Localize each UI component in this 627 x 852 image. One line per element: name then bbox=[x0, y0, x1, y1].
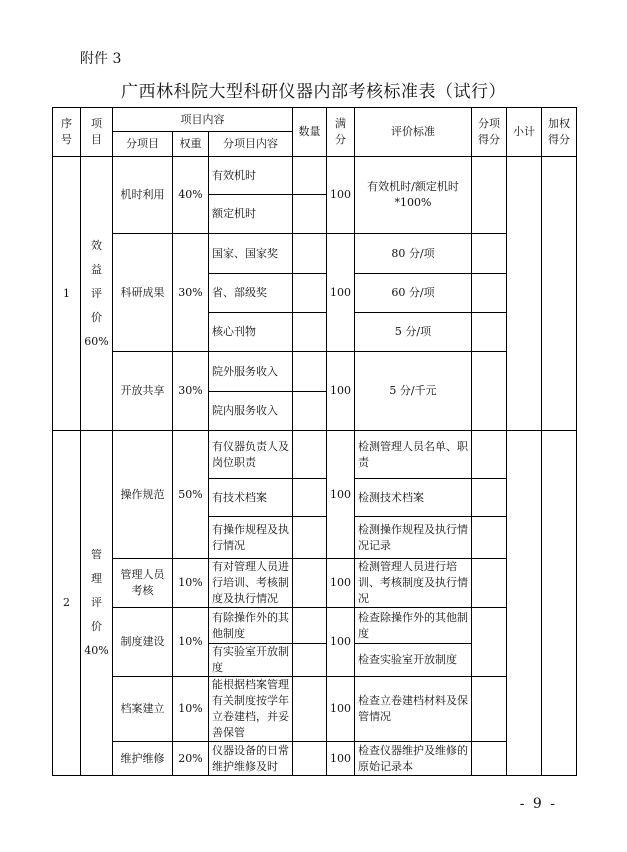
quantity-cell[interactable] bbox=[293, 313, 327, 352]
criteria-cell: 5 分/千元 bbox=[355, 352, 472, 431]
header-quantity: 数量 bbox=[293, 108, 327, 157]
content-cell: 仪器设备的日常维护维修及时 bbox=[209, 742, 293, 776]
criteria-cell: 检测管理人员名单、职责 bbox=[355, 431, 472, 479]
full-score-cell: 100 bbox=[327, 234, 355, 352]
subtotal-cell[interactable] bbox=[507, 157, 542, 431]
criteria-cell: 检查仪器维护及维修的原始记录本 bbox=[355, 742, 472, 776]
weight-cell: 10% bbox=[173, 608, 209, 677]
content-cell: 有仪器负责人及岗位职责 bbox=[209, 431, 293, 479]
content-cell: 有操作规程及执行情况 bbox=[209, 517, 293, 559]
criteria-cell: 检测管理人员进行培训、考核制度及执行情况 bbox=[355, 559, 472, 608]
header-seq: 序 号 bbox=[53, 108, 81, 157]
sub-item-cell: 制度建设 bbox=[113, 608, 173, 677]
header-sub-item: 分项目 bbox=[113, 132, 173, 157]
quantity-cell[interactable] bbox=[293, 274, 327, 313]
criteria-cell: 检测技术档案 bbox=[355, 479, 472, 517]
weight-cell: 10% bbox=[173, 559, 209, 608]
sub-item-cell: 维护维修 bbox=[113, 742, 173, 776]
weight-cell: 20% bbox=[173, 742, 209, 776]
content-cell: 额定机时 bbox=[209, 195, 293, 234]
full-score-cell: 100 bbox=[327, 742, 355, 776]
header-criteria: 评价标准 bbox=[355, 108, 472, 157]
sub-item-cell: 科研成果 bbox=[113, 234, 173, 352]
criteria-cell: 5 分/项 bbox=[355, 313, 472, 352]
attachment-label: 附件 3 bbox=[80, 51, 122, 67]
quantity-cell[interactable] bbox=[293, 479, 327, 517]
criteria-cell: 有效机时/额定机时 *100% bbox=[355, 157, 472, 234]
item-score-cell[interactable] bbox=[472, 234, 507, 274]
page-number: - 9 - bbox=[519, 796, 557, 812]
content-cell: 有除操作外的其他制度 bbox=[209, 608, 293, 644]
subtotal-cell[interactable] bbox=[507, 431, 542, 776]
full-score-cell: 100 bbox=[327, 677, 355, 742]
quantity-cell[interactable] bbox=[293, 517, 327, 559]
full-score-cell: 100 bbox=[327, 157, 355, 234]
content-cell: 能根据档案管理有关制度按学年立卷建档，并妥善保管 bbox=[209, 677, 293, 742]
item-score-cell[interactable] bbox=[472, 352, 507, 431]
criteria-cell: 检查实验室开放制度 bbox=[355, 644, 472, 677]
content-cell: 有实验室开放制度 bbox=[209, 644, 293, 677]
criteria-cell: 检测操作规程及执行情况记录 bbox=[355, 517, 472, 559]
document-title: 广西林科院大型科研仪器内部考核标准表（试行） bbox=[121, 82, 506, 102]
content-cell: 国家、国家奖 bbox=[209, 234, 293, 274]
table-row bbox=[53, 157, 577, 195]
header-item: 项 目 bbox=[81, 108, 113, 157]
item-score-cell[interactable] bbox=[472, 517, 507, 559]
item-score-cell[interactable] bbox=[472, 677, 507, 742]
full-score-cell: 100 bbox=[327, 352, 355, 431]
content-cell: 院内服务收入 bbox=[209, 392, 293, 431]
header-subtotal: 小计 bbox=[507, 108, 542, 157]
content-cell: 有效机时 bbox=[209, 157, 293, 195]
header-weighted-score: 加权 得分 bbox=[542, 108, 577, 157]
weighted-score-cell[interactable] bbox=[542, 157, 577, 431]
sub-item-cell: 机时利用 bbox=[113, 157, 173, 234]
content-cell: 省、部级奖 bbox=[209, 274, 293, 313]
item-score-cell[interactable] bbox=[472, 274, 507, 313]
item-score-cell[interactable] bbox=[472, 157, 507, 234]
item-score-cell[interactable] bbox=[472, 608, 507, 677]
section1-name: 效 益 评 价 60% bbox=[81, 157, 113, 431]
section1-seq: 1 bbox=[53, 157, 81, 431]
quantity-cell[interactable] bbox=[293, 431, 327, 479]
weighted-score-cell[interactable] bbox=[542, 431, 577, 776]
section2-name: 管 理 评 价 40% bbox=[81, 431, 113, 776]
sub-item-cell: 管理人员考核 bbox=[113, 559, 173, 608]
quantity-cell[interactable] bbox=[293, 392, 327, 431]
item-score-cell[interactable] bbox=[472, 431, 507, 479]
sub-item-cell: 档案建立 bbox=[113, 677, 173, 742]
weight-cell: 10% bbox=[173, 677, 209, 742]
header-content-group: 项目内容 bbox=[113, 108, 293, 132]
quantity-cell[interactable] bbox=[293, 195, 327, 234]
content-cell: 院外服务收入 bbox=[209, 352, 293, 392]
content-cell: 有对管理人员进行培训、考核制度及执行情况 bbox=[209, 559, 293, 608]
weight-cell: 50% bbox=[173, 431, 209, 559]
section2-seq: 2 bbox=[53, 431, 81, 776]
table-row bbox=[53, 677, 577, 742]
content-cell: 核心刊物 bbox=[209, 313, 293, 352]
table-header-row bbox=[53, 108, 577, 132]
full-score-cell: 100 bbox=[327, 608, 355, 677]
full-score-cell: 100 bbox=[327, 431, 355, 559]
sub-item-cell: 开放共享 bbox=[113, 352, 173, 431]
quantity-cell[interactable] bbox=[293, 644, 327, 677]
full-score-cell: 100 bbox=[327, 559, 355, 608]
assessment-table bbox=[52, 107, 576, 776]
item-score-cell[interactable] bbox=[472, 313, 507, 352]
criteria-cell: 检查立卷建档材料及保管情况 bbox=[355, 677, 472, 742]
quantity-cell[interactable] bbox=[293, 352, 327, 392]
sub-item-cell: 操作规范 bbox=[113, 431, 173, 559]
quantity-cell[interactable] bbox=[293, 677, 327, 742]
table-row bbox=[53, 234, 577, 274]
header-weight: 权重 bbox=[173, 132, 209, 157]
content-cell: 有技术档案 bbox=[209, 479, 293, 517]
table-row bbox=[53, 742, 577, 776]
criteria-cell: 检查除操作外的其他制度 bbox=[355, 608, 472, 644]
header-sub-content: 分项目内容 bbox=[209, 132, 293, 157]
item-score-cell[interactable] bbox=[472, 559, 507, 608]
header-item-score: 分项 得分 bbox=[472, 108, 507, 157]
table-row bbox=[53, 559, 577, 608]
quantity-cell[interactable] bbox=[293, 608, 327, 644]
table-row bbox=[53, 608, 577, 644]
table-row bbox=[53, 431, 577, 479]
item-score-cell[interactable] bbox=[472, 479, 507, 517]
table-row bbox=[53, 352, 577, 392]
weight-cell: 30% bbox=[173, 352, 209, 431]
quantity-cell[interactable] bbox=[293, 742, 327, 776]
header-full-score: 满 分 bbox=[327, 108, 355, 157]
quantity-cell[interactable] bbox=[293, 559, 327, 608]
quantity-cell[interactable] bbox=[293, 234, 327, 274]
criteria-cell: 60 分/项 bbox=[355, 274, 472, 313]
criteria-cell: 80 分/项 bbox=[355, 234, 472, 274]
weight-cell: 40% bbox=[173, 157, 209, 234]
item-score-cell[interactable] bbox=[472, 742, 507, 776]
weight-cell: 30% bbox=[173, 234, 209, 352]
quantity-cell[interactable] bbox=[293, 157, 327, 195]
